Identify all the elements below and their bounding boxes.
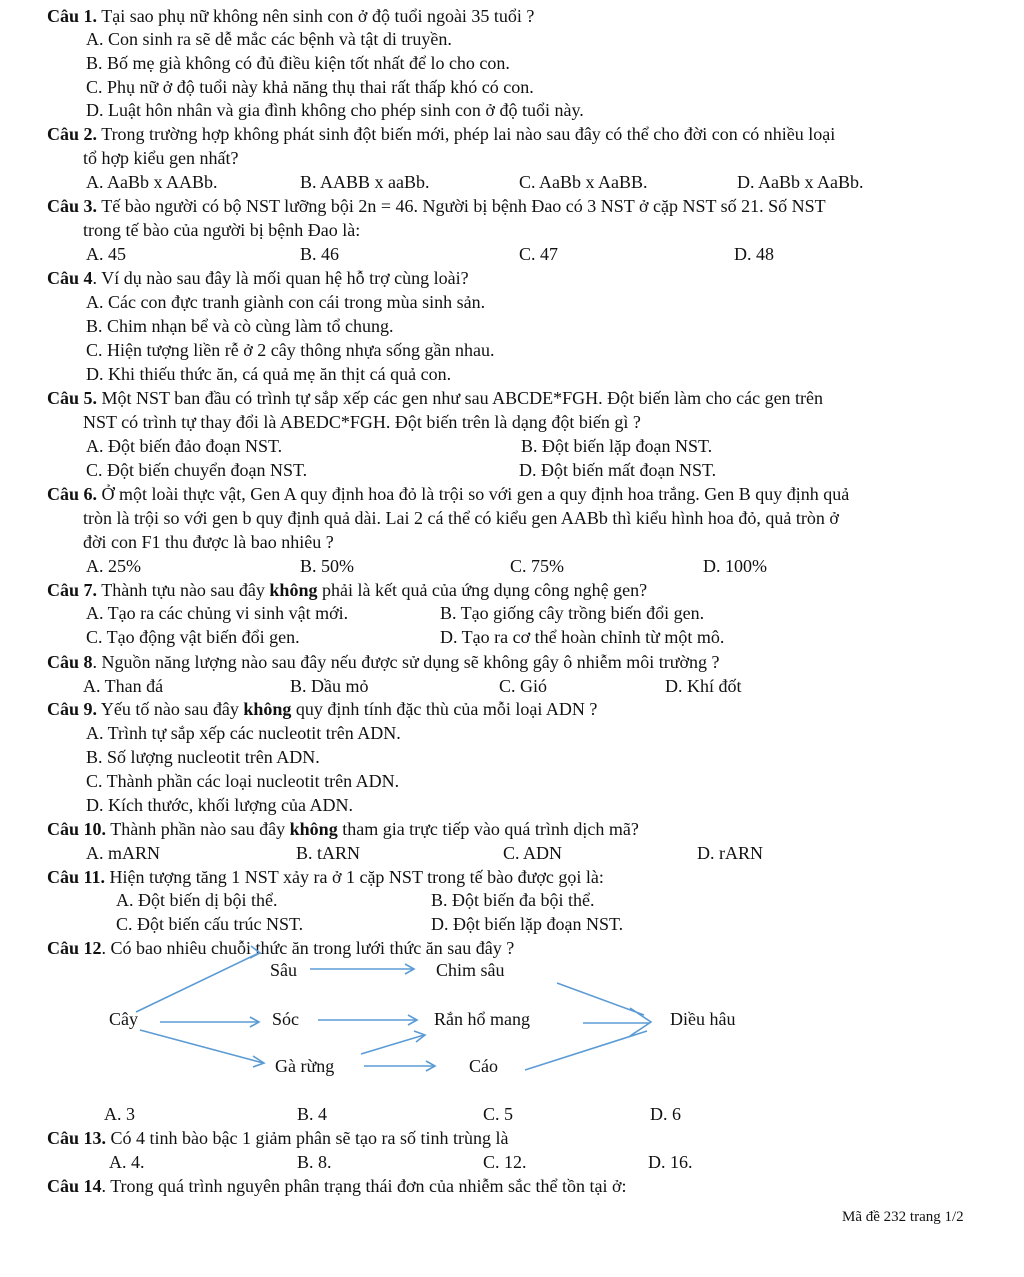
q3-option-c: C. 47 bbox=[519, 244, 559, 264]
q14-number: Câu 14 bbox=[47, 1176, 102, 1196]
q13-number: Câu 13. bbox=[47, 1128, 107, 1148]
q5-option-a: A. Đột biến đảo đoạn NST. bbox=[86, 436, 283, 456]
q12-number: Câu 12 bbox=[47, 938, 102, 958]
q11-number: Câu 11. bbox=[47, 867, 106, 887]
q14-text: . Trong quá trình nguyên phân trạng thái đơn của nhiễm sắc thể tồn tại ở: bbox=[101, 1176, 627, 1196]
q1-option-a: A. Con sinh ra sẽ dễ mắc các bệnh và tật di truyền. bbox=[86, 29, 452, 49]
q7-number: Câu 7. bbox=[47, 580, 98, 600]
q7-option-c: C. Tạo động vật biến đổi gen. bbox=[86, 627, 300, 647]
q7-option-d: D. Tạo ra cơ thể hoàn chỉnh từ một mô. bbox=[440, 627, 725, 647]
q14-stem bbox=[47, 1174, 626, 1198]
q2-option-a: A. AaBb x AABb. bbox=[86, 172, 218, 192]
q11-option-b: B. Đột biến đa bội thể. bbox=[431, 890, 595, 910]
q2-text-line2: tổ hợp kiểu gen nhất? bbox=[83, 148, 239, 168]
q4-number: Câu 4 bbox=[47, 268, 93, 288]
q6-option-b: B. 50% bbox=[300, 556, 354, 576]
q6-text-line2: tròn là trội so với gen b quy định quả dài. Lai 2 cá thể có kiểu gen AABb thì kiểu hình hoa đỏ, quả tròn ở bbox=[83, 508, 839, 528]
q3-text-line2: trong tế bào của người bị bệnh Đao là: bbox=[83, 220, 361, 240]
arrowhead-dieuhau bbox=[630, 1008, 651, 1036]
q7-option-a: A. Tạo ra các chủng vi sinh vật mới. bbox=[86, 603, 349, 623]
q4-text: . Ví dụ nào sau đây là mối quan hệ hỗ trợ cùng loài? bbox=[92, 268, 469, 288]
q11-text: Hiện tượng tăng 1 NST xảy ra ở 1 cặp NST trong tế bào được gọi là: bbox=[109, 867, 604, 887]
q11-option-d: D. Đột biến lặp đoạn NST. bbox=[431, 914, 624, 934]
q7-text-post: phải là kết quả của ứng dụng công nghệ gen? bbox=[317, 580, 648, 600]
q8-number: Câu 8 bbox=[47, 652, 93, 672]
page-footer: Mã đề 232 trang 1/2 bbox=[842, 1209, 964, 1225]
q11-option-a: A. Đột biến dị bội thể. bbox=[116, 890, 278, 910]
web-node-garung: Gà rừng bbox=[275, 1056, 335, 1076]
q6-number: Câu 6. bbox=[47, 484, 98, 504]
q12-text: . Có bao nhiêu chuỗi thức ăn trong lưới thức ăn sau đây ? bbox=[101, 938, 515, 958]
q9-text-pre: Yếu tố nào sau đây bbox=[100, 699, 244, 719]
food-web-arrows bbox=[136, 946, 651, 1071]
q9-number: Câu 9. bbox=[47, 699, 98, 719]
q5-text-line2: NST có trình tự thay đổi là ABEDC*FGH. Đột biến trên là dạng đột biến gì ? bbox=[83, 412, 641, 432]
q9-option-d: D. Kích thước, khối lượng của ADN. bbox=[86, 795, 354, 815]
q10-text-pre: Thành phần nào sau đây bbox=[110, 819, 290, 839]
q2-option-c: C. AaBb x AaBB. bbox=[519, 172, 648, 192]
q8-text: . Nguồn năng lượng nào sau đây nếu được sử dụng sẽ không gây ô nhiễm môi trường ? bbox=[92, 652, 720, 672]
q6-text-line1: Ở một loài thực vật, Gen A quy định hoa đỏ là trội so với gen a quy định hoa trắng. Gen B quy định quả bbox=[101, 484, 850, 504]
q8-option-d: D. Khí đốt bbox=[665, 676, 742, 696]
q10-text-emphasis: không bbox=[289, 819, 338, 839]
q2-option-d: D. AaBb x AaBb. bbox=[737, 172, 864, 192]
q9-text-post: quy định tính đặc thù của mỗi loại ADN ? bbox=[291, 699, 598, 719]
q13-option-d: D. 16. bbox=[648, 1152, 693, 1172]
arrow-cay-garung bbox=[140, 1030, 263, 1063]
q8-option-a: A. Than đá bbox=[83, 676, 164, 696]
q5-text-line1: Một NST ban đầu có trình tự sắp xếp các gen như sau ABCDE*FGH. Đột biến làm cho các gen trên bbox=[101, 388, 824, 408]
q5-option-d: D. Đột biến mất đoạn NST. bbox=[519, 460, 717, 480]
q6-text-line3: đời con F1 thu được là bao nhiêu ? bbox=[83, 532, 334, 552]
web-node-chimsau: Chim sâu bbox=[436, 960, 505, 980]
web-node-cao: Cáo bbox=[469, 1056, 498, 1076]
q2-option-b: B. AABB x aaBb. bbox=[300, 172, 430, 192]
q5-option-b: B. Đột biến lặp đoạn NST. bbox=[521, 436, 713, 456]
q7-text-emphasis: không bbox=[269, 580, 318, 600]
q9-option-b: B. Số lượng nucleotit trên ADN. bbox=[86, 747, 320, 767]
q13-stem bbox=[47, 1126, 508, 1150]
arrow-cay-sau bbox=[136, 953, 259, 1012]
q8-option-c: C. Gió bbox=[499, 676, 548, 696]
q4-option-b: B. Chim nhạn bể và cò cùng làm tổ chung. bbox=[86, 316, 394, 336]
q5-option-c: C. Đột biến chuyển đoạn NST. bbox=[86, 460, 308, 480]
q6-option-d: D. 100% bbox=[703, 556, 767, 576]
q6-option-c: C. 75% bbox=[510, 556, 564, 576]
q2-number: Câu 2. bbox=[47, 124, 98, 144]
q10-number: Câu 10. bbox=[47, 819, 107, 839]
q12-option-d: D. 6 bbox=[650, 1104, 681, 1124]
q3-text-line1: Tế bào người có bộ NST lưỡng bội 2n = 46. Người bị bệnh Đao có 3 NST ở cặp NST số 21. Số NST bbox=[101, 196, 826, 216]
q2-text-line1: Trong trường hợp không phát sinh đột biến mới, phép lai nào sau đây có thể cho đời con có nhiều loại bbox=[101, 124, 836, 144]
q1-number: Câu 1. bbox=[47, 6, 98, 26]
q11-option-c: C. Đột biến cấu trúc NST. bbox=[116, 914, 304, 934]
q7-option-b: B. Tạo giống cây trồng biến đổi gen. bbox=[440, 603, 705, 623]
web-node-ranhomang: Rắn hổ mang bbox=[434, 1009, 530, 1029]
q4-option-d: D. Khi thiếu thức ăn, cá quả mẹ ăn thịt cá quả con. bbox=[86, 364, 452, 384]
web-node-cay: Cây bbox=[109, 1009, 138, 1029]
q13-text: Có 4 tinh bào bậc 1 giảm phân sẽ tạo ra số tinh trùng là bbox=[110, 1128, 509, 1148]
q13-option-b: B. 8. bbox=[297, 1152, 332, 1172]
q7-text-pre: Thành tựu nào sau đây bbox=[101, 580, 270, 600]
q3-option-a: A. 45 bbox=[86, 244, 126, 264]
web-node-sau: Sâu bbox=[270, 960, 297, 980]
q6-option-a: A. 25% bbox=[86, 556, 141, 576]
q10-option-a: A. mARN bbox=[86, 843, 161, 863]
q9-option-a: A. Trình tự sắp xếp các nucleotit trên ADN. bbox=[86, 723, 401, 743]
web-node-soc: Sóc bbox=[272, 1009, 299, 1029]
q3-number: Câu 3. bbox=[47, 196, 98, 216]
q9-text-emphasis: không bbox=[243, 699, 292, 719]
q5-number: Câu 5. bbox=[47, 388, 98, 408]
q12-option-a: A. 3 bbox=[104, 1104, 135, 1124]
q1-option-b: B. Bố mẹ già không có đủ điều kiện tốt nhất để lo cho con. bbox=[86, 53, 510, 73]
q1-text: Tại sao phụ nữ không nên sinh con ở độ tuổi ngoài 35 tuổi ? bbox=[101, 6, 535, 26]
q10-option-d: D. rARN bbox=[697, 843, 763, 863]
arrow-garung-ranhomang bbox=[361, 1035, 424, 1054]
q8-option-b: B. Dầu mỏ bbox=[290, 676, 369, 696]
arrow-chimsau-dieuhau bbox=[557, 983, 644, 1015]
q9-option-c: C. Thành phần các loại nucleotit trên ADN. bbox=[86, 771, 400, 791]
q4-option-c: C. Hiện tượng liền rễ ở 2 cây thông nhựa sống gần nhau. bbox=[86, 340, 495, 360]
q4-option-a: A. Các con đực tranh giành con cái trong mùa sinh sản. bbox=[86, 292, 486, 312]
arrow-cao-dieuhau bbox=[525, 1031, 647, 1070]
q13-option-a: A. 4. bbox=[109, 1152, 145, 1172]
q10-option-b: B. tARN bbox=[296, 843, 361, 863]
q3-option-b: B. 46 bbox=[300, 244, 340, 264]
web-node-dieuhau: Diều hâu bbox=[670, 1009, 736, 1029]
q3-option-d: D. 48 bbox=[734, 244, 774, 264]
q10-option-c: C. ADN bbox=[503, 843, 563, 863]
q13-option-c: C. 12. bbox=[483, 1152, 527, 1172]
q1-option-d: D. Luật hôn nhân và gia đình không cho phép sinh con ở độ tuổi này. bbox=[86, 100, 584, 120]
q10-text-post: tham gia trực tiếp vào quá trình dịch mã? bbox=[337, 819, 639, 839]
q1-option-c: C. Phụ nữ ở độ tuổi này khả năng thụ thai rất thấp khó có con. bbox=[86, 77, 534, 97]
q12-option-b: B. 4 bbox=[297, 1104, 328, 1124]
q12-option-c: C. 5 bbox=[483, 1104, 514, 1124]
